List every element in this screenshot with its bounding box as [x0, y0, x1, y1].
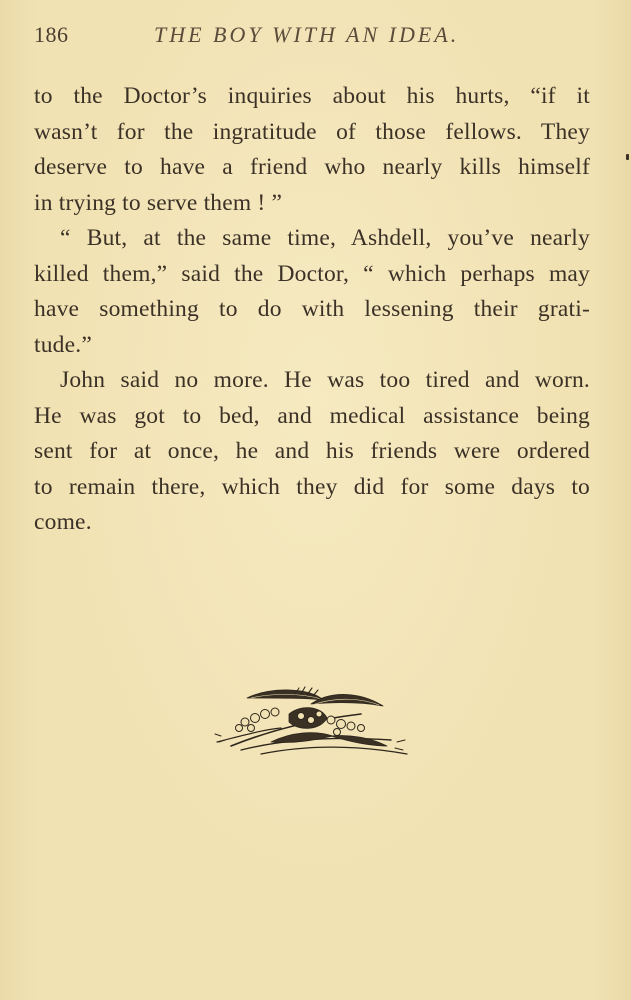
body-text — [34, 79, 590, 541]
text-line: “ But, at the same time, Ashdell, you’ve nearly — [60, 225, 590, 251]
text-line: to remain there, which they did for some days to — [34, 473, 590, 500]
text-line: in trying to serve them ! ” — [34, 189, 283, 216]
text-line: killed them,” said the Doctor, “ which perhaps may — [34, 260, 590, 287]
print-speck — [626, 154, 629, 160]
running-head — [34, 22, 596, 52]
text-line: have something to do with lessening their grati- — [34, 296, 590, 322]
text-line: come. — [34, 509, 92, 535]
page-number: 186 — [34, 22, 69, 47]
text-line: sent for at once, he and his friends were ordered — [34, 438, 590, 464]
lily-of-the-valley-vignette-icon — [211, 684, 411, 764]
running-title: THE BOY WITH AN IDEA. — [154, 22, 460, 47]
text-line: He was got to bed, and medical assistance being — [34, 402, 590, 429]
text-line: to the Doctor’s inquiries about his hurts, “if it — [34, 83, 590, 109]
text-line: John said no more. He was too tired and worn. — [60, 367, 590, 393]
text-line: tude.” — [34, 331, 92, 358]
text-line: deserve to have a friend who nearly kills himself — [34, 154, 590, 180]
text-line: wasn’t for the ingratitude of those fellows. They — [34, 118, 590, 145]
